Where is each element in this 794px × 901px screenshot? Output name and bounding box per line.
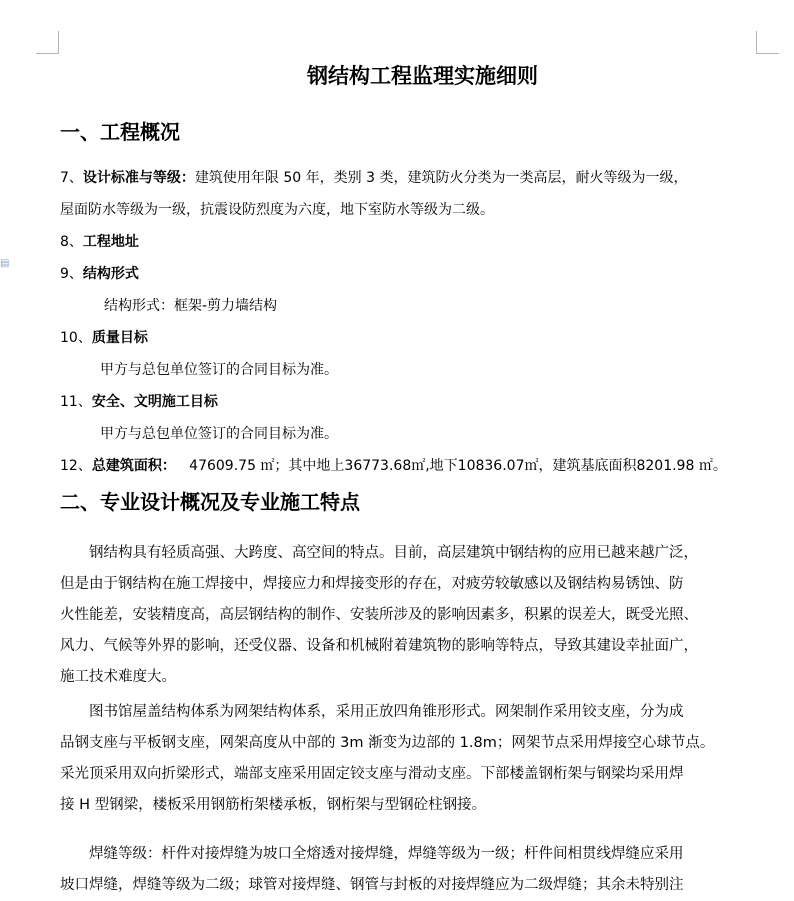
paragraph-line: 施工技术难度大。 (60, 669, 176, 685)
item-number: 8、 (60, 234, 83, 250)
paragraph-line: 品钢支座与平板钢支座，网架高度从中部的 3m 渐变为边部的 1.8m；网架节点采用焊接空心球节点。 (60, 735, 715, 751)
item-design-standard-continued: 屋面防水等级为一级，抗震设防烈度为六度，地下室防水等级为二级。 (60, 202, 494, 218)
item-text: 建筑使用年限 50 年，类别 3 类，建筑防火分类为一类高层，耐火等级为一级， (194, 170, 688, 186)
item-number: 11、 (60, 394, 92, 410)
item-label: 安全、文明施工目标 (91, 394, 218, 410)
item-number: 7、 (60, 170, 83, 186)
document-body (60, 62, 775, 901)
section-heading-design-overview: 二、专业设计概况及专业施工特点 (60, 490, 360, 514)
margin-layout-icon[interactable]: ▤ (0, 258, 10, 269)
item-structure-form (60, 258, 775, 290)
item-project-address (60, 226, 775, 258)
paragraph-line: 钢结构具有轻质高强、大跨度、高空间的特点。目前，高层建筑中钢结构的应用已越来越广泛， (89, 545, 698, 561)
paragraph-roof-structure (60, 697, 775, 821)
page-corner-mark-right (756, 31, 779, 54)
page-corner-mark-left (36, 31, 59, 54)
item-number: 9、 (60, 266, 83, 282)
paragraph-line: 采光顶采用双向折梁形式，端部支座采用固定铰支座与滑动支座。下部楼盖钢桁架与钢梁均采用焊 (60, 766, 684, 782)
paragraph-line: 接 H 型钢梁，楼板采用钢筋桁架楼承板，钢桁架与型钢砼柱钢接。 (60, 797, 487, 813)
item-quality-target-detail: 甲方与总包单位签订的合同目标为准。 (100, 362, 338, 378)
item-safety-target-detail: 甲方与总包单位签订的合同目标为准。 (100, 426, 338, 442)
item-label: 工程地址 (82, 234, 139, 250)
item-label: 设计标准与等级： (82, 170, 195, 186)
item-label: 总建筑面积： (91, 458, 176, 474)
item-number: 12、 (60, 458, 92, 474)
document-title: 钢结构工程监理实施细则 (307, 63, 538, 88)
paragraph-line: 但是由于钢结构在施工焊接中，焊接应力和焊接变形的存在，对疲劳较敏感以及钢结构易锈蚀、防 (60, 576, 684, 592)
item-structure-form-detail: 结构形式：框架-剪力墙结构 (104, 298, 278, 314)
item-total-area (60, 450, 775, 482)
item-label: 结构形式 (82, 266, 139, 282)
item-label: 质量目标 (91, 330, 148, 346)
item-safety-target (60, 386, 775, 418)
paragraph-line: 火性能差，安装精度高，高层钢结构的制作、安装所涉及的影响因素多，积累的误差大，既受光照、 (60, 607, 698, 623)
section-heading-project-overview: 一、工程概况 (60, 120, 180, 144)
paragraph-steel-structure (60, 538, 775, 693)
paragraph-line: 坡口焊缝，焊缝等级为二级；球管对接焊缝、钢管与封板的对接焊缝应为二级焊缝；其余未特别注 (60, 877, 684, 893)
item-design-standard (60, 162, 775, 194)
item-text: 47609.75 ㎡；其中地上36773.68㎡,地下10836.07㎡，建筑基底面积8201.98 ㎡。 (175, 458, 727, 474)
item-quality-target (60, 322, 775, 354)
paragraph-line: 焊缝等级：杆件对接焊缝为坡口全熔透对接焊缝，焊缝等级为一级；杆件间相贯线焊缝应采用 (89, 846, 684, 862)
item-number: 10、 (60, 330, 92, 346)
paragraph-line: 图书馆屋盖结构体系为网架结构体系，采用正放四角锥形形式。网架制作采用铰支座，分为成 (89, 704, 684, 720)
paragraph-weld-grade (60, 839, 775, 901)
paragraph-line: 风力、气候等外界的影响，还受仪器、设备和机械附着建筑物的影响等特点，导致其建设幸扯面广， (60, 638, 698, 654)
